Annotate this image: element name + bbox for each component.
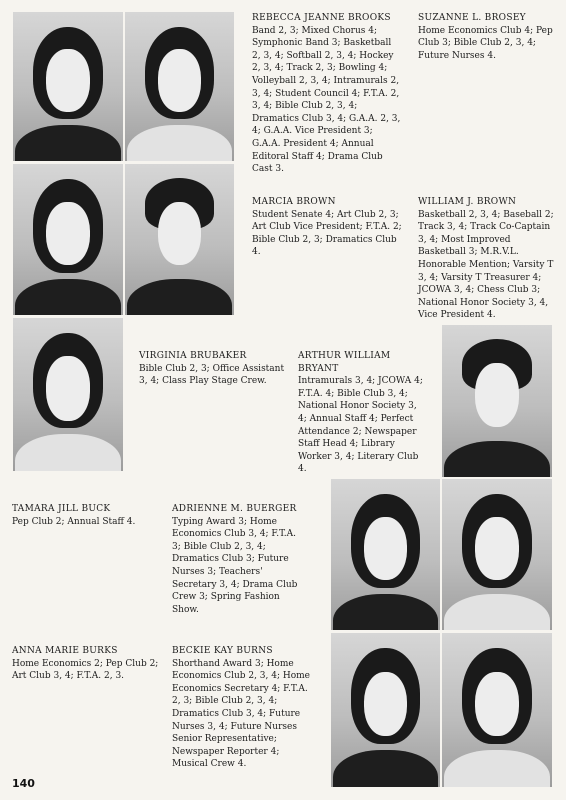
photo-beckie-burns [442, 633, 552, 787]
photo-marcia-brown [13, 164, 123, 315]
student-activities: Intramurals 3, 4; JCOWA 4; F.T.A. 4; Bible Club 3, 4; National Honor Society 3, 4; Annual Staff 4; Perfect Attendance 2; Newspaper Staff Head 4; Library Worker 3, 4; Literary Club 4. [298, 376, 423, 475]
student-activities: Basketball 2, 3, 4; Baseball 2; Track 3, 4; Track Co-Captain 3, 4; Most Improved Basketball 3; M.R.V.L. Honorable Mention; Varsity T 3, 4; Varsity T Treasurer 4; JCOWA 3, 4; Chess Club 3; National Honor Society 3, 4, Vice President 4. [418, 209, 554, 321]
photo-virginia-brubaker [13, 318, 123, 471]
student-activities: Student Senate 4; Art Club 2, 3; Art Club Vice President; F.T.A. 2; Bible Club 2, 3; Dramatics Club 4. [252, 209, 402, 258]
student-entry [12, 645, 162, 683]
student-activities: Home Economics Club 4; Pep Club 3; Bible Club 2, 3, 4; Future Nurses 4. [418, 25, 553, 61]
photo-william-brown [125, 164, 234, 315]
page-number: 140 [12, 777, 35, 790]
student-name: REBECCA JEANNE BROOKS [252, 13, 391, 23]
student-entry [298, 350, 426, 476]
student-entry [418, 12, 558, 62]
student-entry [139, 350, 287, 388]
student-name: SUZANNE L. BROSEY [418, 13, 526, 23]
student-activities: Home Economics 2; Pep Club 2; Art Club 3, 4; F.T.A. 2, 3. [12, 658, 159, 682]
student-name: WILLIAM J. BROWN [418, 197, 517, 207]
photo-rebecca-brooks [13, 12, 123, 161]
student-activities: Typing Award 3; Home Economics Club 3, 4; F.T.A. 3; Bible Club 2, 3, 4; Dramatics Club 3; Future Nurses 3; Teachers' Secretary 3, 4; Drama Club Crew 3; Spring Fashion Show. [172, 516, 298, 615]
student-activities: Pep Club 2; Annual Staff 4. [12, 516, 136, 527]
student-name: TAMARA JILL BUCK [12, 504, 111, 514]
photo-suzanne-brosey [125, 12, 234, 161]
student-entry [252, 196, 402, 259]
student-name: ANNA MARIE BURKS [12, 646, 118, 656]
student-entry [12, 503, 162, 528]
student-entry [172, 645, 312, 771]
student-entry [172, 503, 302, 616]
student-activities: Shorthand Award 3; Home Economics Club 2, 3, 4; Home Economics Secretary 4; F.T.A. 2, 3; Bible Club 2, 3, 4; Dramatics Club 3, 4; Future Nurses 3, 4; Future Nurses Senior Representative; Newspaper Reporter 4; Musical Crew 4. [172, 658, 311, 770]
photo-arthur-bryant [442, 325, 552, 477]
student-entry [418, 196, 558, 322]
photo-adrienne-buerger [442, 479, 552, 630]
photo-tamara-buck [331, 479, 440, 630]
photo-anna-burks [331, 633, 440, 787]
student-name: MARCIA BROWN [252, 197, 336, 207]
student-name: ARTHUR WILLIAM BRYANT [298, 351, 391, 374]
student-activities: Band 2, 3; Mixed Chorus 4; Symphonic Band 3; Basketball 2, 3, 4; Softball 2, 3, 4; Hockey 2, 3, 4; Track 2, 3; Bowling 4; Volleyball 2, 3, 4; Intramurals 2, 3, 4; Student Council 4; F.T.A. 2, 3, 4; Bible Club 2, 3, 4; Dramatics Club 3, 4; G.A.A. 2, 3, 4; G.A.A. Vice President 3; G.A.A. President 4; Annual Editoral Staff 4; Drama Club Cast 3. [252, 25, 401, 175]
student-name: VIRGINIA BRUBAKER [139, 351, 247, 361]
student-name: BECKIE KAY BURNS [172, 646, 273, 656]
student-name: ADRIENNE M. BUERGER [172, 504, 297, 514]
student-entry [252, 12, 402, 176]
student-activities: Bible Club 2, 3; Office Assistant 3, 4; Class Play Stage Crew. [139, 363, 285, 387]
